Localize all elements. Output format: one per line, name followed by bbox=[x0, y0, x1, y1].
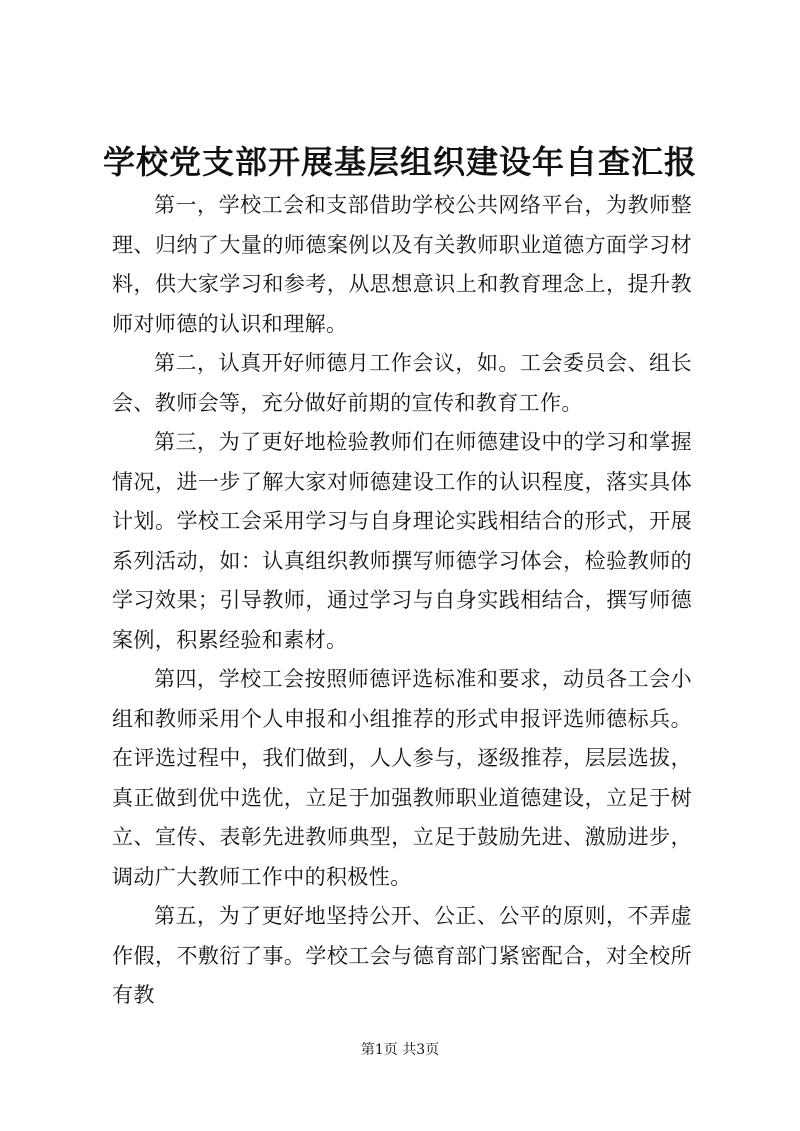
paragraph-4: 第四，学校工会按照师德评选标准和要求，动员各工会小组和教师采用个人申报和小组推荐的形式申报评选师德标兵。在评选过程中，我们做到，人人参与，逐级推荐，层层选拔，真正做到优中选优，立足于加强教师职业道德建设，立足于树立、宣传、表彰先进教师典型，立足于鼓励先进、激励进步，调动广大教师工作中的积极性。 bbox=[112, 667, 692, 889]
paragraph-2: 第二，认真开好师德月工作会议，如。工会委员会、组长会、教师会等，充分做好前期的宣传和教育工作。 bbox=[112, 351, 692, 415]
document-title: 学校党支部开展基层组织建设年自查汇报 bbox=[102, 143, 697, 181]
paragraph-3: 第三，为了更好地检验教师们在师德建设中的学习和掌握情况，进一步了解大家对师德建设工作的认识程度，落实具体计划。学校工会采用学习与自身理论实践相结合的形式，开展系列活动，如：认真组织教师撰写师德学习体会，检验教师的学习效果；引导教师，通过学习与自身实践相结合，撰写师德案例，积累经验和素材。 bbox=[112, 430, 692, 652]
page-footer: 第1页 共3页 bbox=[360, 1042, 440, 1058]
document-body bbox=[112, 186, 692, 1016]
paragraph-5: 第五，为了更好地坚持公开、公正、公平的原则，不弄虚作假，不敷衍了事。学校工会与德育部门紧密配合，对全校所有教 bbox=[112, 904, 692, 1007]
paragraph-1: 第一，学校工会和支部借助学校公共网络平台，为教师整理、归纳了大量的师德案例以及有关教师职业道德方面学习材料，供大家学习和参考，从思想意识上和教育理念上，提升教师对师德的认识和理解。 bbox=[112, 193, 692, 336]
